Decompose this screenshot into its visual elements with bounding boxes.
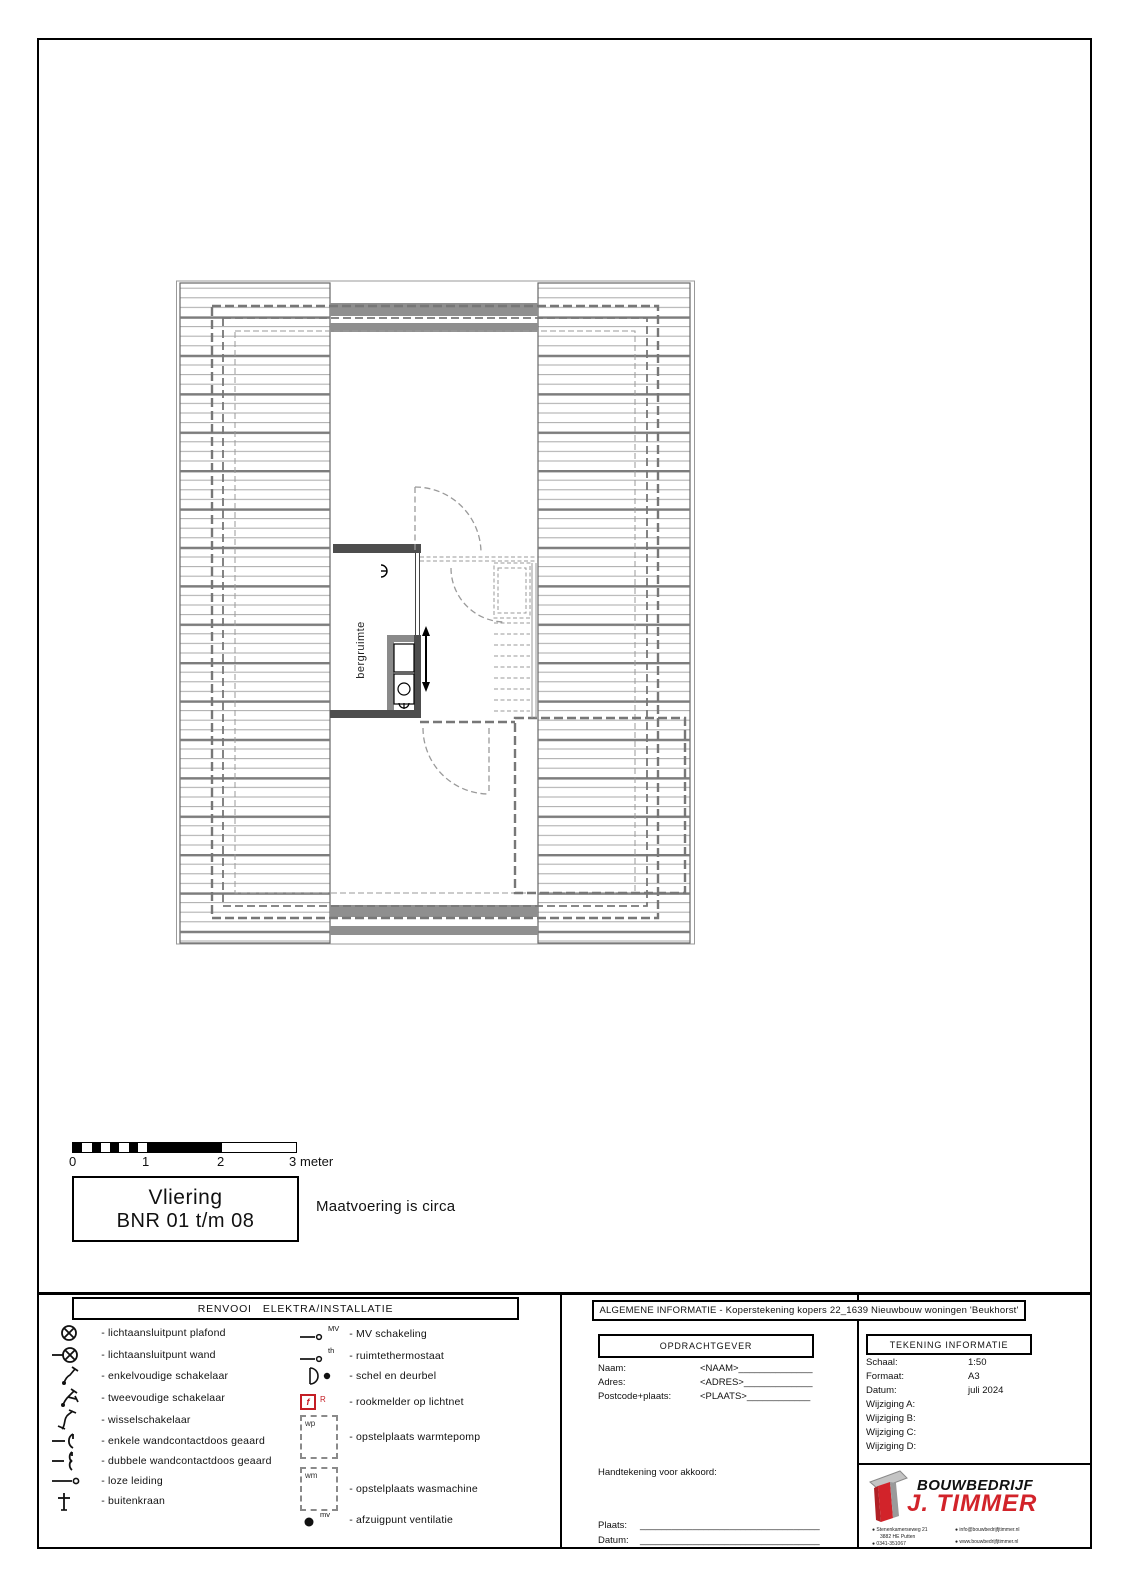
tek-label-datum: Datum: [866, 1385, 897, 1396]
room-label: bergruimte [355, 621, 367, 679]
direction-arrow [422, 626, 430, 692]
legend-item: - tweevoudige schakelaar [52, 1388, 225, 1408]
ceiling-light-point-icon [52, 1323, 98, 1343]
tek-value-formaat: A3 [968, 1371, 980, 1382]
closet-wall-right [414, 635, 421, 718]
tek-label-wijziging-a: Wijziging A: [866, 1399, 916, 1410]
legend-item: - dubbele wandcontactdoos geaard [52, 1451, 272, 1471]
panel-divider-vertical-2 [857, 1292, 859, 1547]
field-label-adres: Adres: [598, 1377, 626, 1388]
legend-item: - schel en deurbel [300, 1366, 436, 1386]
washing-machine-location-icon: wm [300, 1467, 346, 1511]
outdoor-tap-icon [52, 1491, 98, 1512]
field-value-naam: <NAAM>______________ [700, 1363, 813, 1374]
tek-label-wijziging-c: Wijziging C: [866, 1427, 917, 1438]
wall-top [333, 544, 421, 553]
legend-item: f R - rookmelder op lichtnet [300, 1392, 464, 1412]
client-header: OPDRACHTGEVER [598, 1334, 814, 1358]
roof-plane-left [180, 283, 330, 943]
field-label-naam: Naam: [598, 1363, 626, 1374]
smoke-detector-icon: f R [300, 1394, 346, 1410]
scale-tick-3: 3 [289, 1154, 297, 1169]
signature-label: Handtekening voor akkoord: [598, 1467, 717, 1478]
legend-item: - lichtaansluitpunt plafond [52, 1323, 226, 1343]
empty-conduit-icon [52, 1471, 98, 1491]
legend-item: wp - opstelplaats warmtepomp [300, 1414, 480, 1460]
single-earthed-socket-icon [52, 1431, 98, 1451]
field-value-postcode: <PLAATS>____________ [700, 1391, 811, 1402]
floor-plan [176, 278, 696, 948]
tek-label-schaal: Schaal: [866, 1357, 898, 1368]
heat-pump-location-icon: wp [300, 1415, 346, 1459]
field-value-adres: <ADRES>_____________ [700, 1377, 813, 1388]
tek-value-schaal: 1:50 [968, 1357, 987, 1368]
purlin-band-bottom-2 [330, 926, 538, 935]
tek-value-datum: juli 2024 [968, 1385, 1004, 1396]
scale-tick-1: 1 [142, 1154, 150, 1169]
company-email: ● info@bouwbedrijfjtimmer.nl [955, 1527, 1020, 1533]
double-earthed-socket-icon [52, 1450, 98, 1472]
legend-item: - buitenkraan [52, 1491, 165, 1511]
company-name-line1: BOUWBEDRIJF [917, 1477, 1034, 1494]
bell-and-doorbell-icon [300, 1366, 346, 1386]
panel-divider-vertical-1 [560, 1292, 562, 1547]
datum-line: __________________________________ [640, 1535, 820, 1546]
dimension-note: Maatvoering is circa [316, 1198, 456, 1215]
general-info-header: ALGEMENE INFORMATIE - Koperstekening kopers 22_1639 Nieuwbouw woningen 'Beukhorst' [592, 1300, 1026, 1321]
door-swings [415, 487, 505, 794]
scale-bar [72, 1142, 297, 1153]
legend-header: RENVOOI ELEKTRA/INSTALLATIE [72, 1297, 519, 1320]
legend-item: mv - afzuigpunt ventilatie [300, 1510, 453, 1530]
wall-bottom [330, 710, 421, 718]
legend-item: - loze leiding [52, 1471, 163, 1491]
closet-wall-left [387, 635, 394, 718]
panel-divider-horizontal-right [857, 1463, 1090, 1465]
company-address-2: 3882 HE Putten [880, 1534, 916, 1540]
tek-label-formaat: Formaat: [866, 1371, 905, 1382]
ventilation-unit-icon [398, 683, 410, 695]
tek-label-wijziging-d: Wijziging D: [866, 1441, 917, 1452]
wall-light-point-icon [52, 1345, 98, 1365]
plaats-label: Plaats: [598, 1520, 628, 1531]
company-phone: ● 0341-351067 [872, 1541, 906, 1547]
legend-item: - lichtaansluitpunt wand [52, 1345, 216, 1365]
panel-divider-top [37, 1292, 1090, 1295]
plaats-line: __________________________________ [640, 1520, 820, 1531]
legend-item: - wisselschakelaar [52, 1410, 191, 1430]
scale-tick-0: 0 [69, 1154, 77, 1169]
legend-item: MV - MV schakeling [300, 1324, 427, 1344]
company-name-line2: J. TIMMER [907, 1490, 1038, 1517]
two-way-switch-icon [52, 1409, 98, 1431]
title-block [72, 1176, 299, 1242]
mv-switch-icon: MV [300, 1325, 346, 1343]
legend-item: - enkele wandcontactdoos geaard [52, 1431, 265, 1451]
scale-tick-2: 2 [217, 1154, 225, 1169]
room-thermostat-icon: th [300, 1347, 346, 1365]
legend-item: th - ruimtethermostaat [300, 1346, 444, 1366]
roof-plane-right [538, 283, 690, 943]
scale-unit: meter [300, 1154, 334, 1169]
plan-title: Vliering [148, 1185, 223, 1209]
stairwell [420, 557, 538, 711]
plan-subtitle: BNR 01 t/m 08 [116, 1209, 255, 1232]
datum-label: Datum: [598, 1535, 629, 1546]
tek-label-wijziging-b: Wijziging B: [866, 1413, 916, 1424]
single-switch-icon [52, 1365, 98, 1387]
storage-room [330, 544, 421, 718]
company-website: ● www.bouwbedrijfjtimmer.nl [955, 1539, 1019, 1545]
double-switch-icon [52, 1387, 98, 1409]
company-address-1: ● Stenenkamerseweg 21 [872, 1527, 928, 1533]
ventilation-extract-point-icon: mv [300, 1511, 346, 1529]
drawing-info-header: TEKENING INFORMATIE [866, 1334, 1032, 1355]
legend-item: wm - opstelplaats wasmachine [300, 1466, 478, 1512]
legend-item: - enkelvoudige schakelaar [52, 1366, 228, 1386]
field-label-postcode: Postcode+plaats: [598, 1391, 672, 1402]
